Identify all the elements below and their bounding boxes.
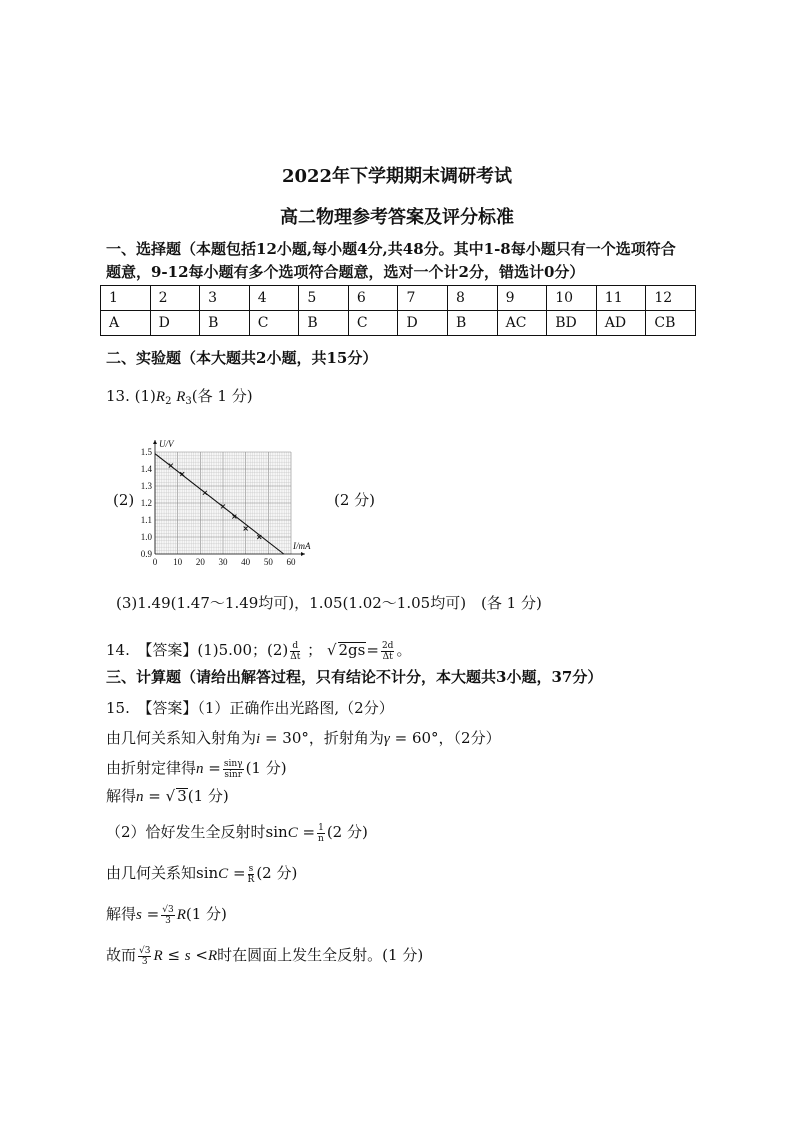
table-cell-answer: A <box>101 311 151 336</box>
table-cell-number: 10 <box>547 286 597 311</box>
q14-end: 。 <box>396 641 412 659</box>
q13-part2-label: (2) <box>113 491 135 509</box>
q14-separator: ； <box>307 641 323 659</box>
table-row-numbers <box>101 286 696 311</box>
page-title: 2022年下学期期末调研考试 <box>281 166 513 187</box>
q15-line4: 解得n = √ 3(1 分) <box>106 787 229 805</box>
r3-symbol: R <box>176 389 186 405</box>
range-fraction: $\frac{√3}{3}$ <box>139 945 151 967</box>
u-i-chart <box>138 424 338 569</box>
q15-line7: 解得s = $\frac{√3}{3}$ R(1 分) <box>106 904 227 926</box>
chart-y-tick-label: 1.0 <box>140 532 152 542</box>
q14-fraction-1 <box>290 641 300 662</box>
section3-heading: 三、计算题（请给出解答过程，只有结论不计分，本大题共3小题，37分） <box>106 668 603 686</box>
q15-line2: 由几何关系知入射角为i = 30°，折射角为γ = 60°，（2分） <box>106 729 501 747</box>
page-subtitle: 高二物理参考答案及评分标准 <box>280 207 514 228</box>
section2-heading: 二、实验题（本大题共2小题，共15分） <box>106 349 378 367</box>
q14-frac1-num: d <box>290 641 300 652</box>
table-cell-number: 9 <box>497 286 547 311</box>
chart-y-tick-label: 0.9 <box>140 549 152 559</box>
chart-x-arrow <box>301 552 305 556</box>
q13-number: 13. <box>106 387 130 405</box>
table-row-answers <box>101 311 696 336</box>
incident-angle-symbol: i <box>256 731 261 747</box>
table-cell-number: 12 <box>646 286 696 311</box>
q13-part1 <box>106 386 253 412</box>
table-cell-answer: C <box>249 311 299 336</box>
q14-frac2-den: Δt <box>382 651 393 662</box>
table-cell-number: 1 <box>101 286 151 311</box>
q14-fraction-2 <box>381 641 395 662</box>
critical-angle-fraction: $\frac{1}{n}$ <box>318 822 324 844</box>
chart-y-arrow <box>153 440 157 444</box>
table-cell-answer: B <box>200 311 250 336</box>
r2-subscript: 2 <box>165 396 172 407</box>
table-cell-answer: BD <box>547 311 597 336</box>
q13-part1-prefix: (1) <box>134 387 156 405</box>
table-cell-answer: AD <box>596 311 646 336</box>
snell-fraction: $\frac{\sin\gamma}{\sin r}$ <box>223 758 243 780</box>
table-cell-number: 7 <box>398 286 448 311</box>
chart-y-tick-label: 1.3 <box>140 481 152 491</box>
refraction-angle-symbol: γ <box>383 731 390 747</box>
chart-y-axis-label: U/V <box>159 439 174 449</box>
q15-line5: （2）恰好发生全反射时sinC = $\frac{1}{n}$ (2 分) <box>106 822 368 844</box>
table-cell-number: 4 <box>249 286 299 311</box>
table-cell-answer: B <box>299 311 349 336</box>
chart-x-tick-label: 60 <box>286 557 296 567</box>
q13-part3: (3)1.49(1.47～1.49均可)，1.05(1.02～1.05均可) (各 1 分) <box>116 594 542 612</box>
table-cell-number: 2 <box>150 286 200 311</box>
q14-prefix: 14. 【答案】(1)5.00；(2) <box>106 641 289 659</box>
q14-line <box>106 640 411 662</box>
table-cell-number: 11 <box>596 286 646 311</box>
chart-y-tick-label: 1.1 <box>140 515 152 525</box>
chart-x-tick-label: 20 <box>195 557 205 567</box>
chart-x-tick-label: 0 <box>152 557 158 567</box>
q15-line6: 由几何关系知sinC = $\frac{s}{R}$ (2 分) <box>106 863 298 885</box>
r2-symbol: R <box>155 389 166 405</box>
geometry-fraction: $\frac{s}{R}$ <box>247 863 255 885</box>
table-cell-answer: CB <box>646 311 696 336</box>
table-cell-answer: D <box>150 311 200 336</box>
table-cell-number: 8 <box>448 286 498 311</box>
answer-table <box>100 285 696 336</box>
q15-line1: 15. 【答案】（1）正确作出光路图,（2分） <box>106 699 394 717</box>
chart-y-tick-label: 1.5 <box>140 447 152 457</box>
q15-line3: 由折射定律得n = $\frac{\sin\gamma}{\sin r}$ (1 分) <box>106 758 287 780</box>
result-fraction: $\frac{√3}{3}$ <box>162 904 174 926</box>
q14-sqrt: √ 2gs <box>326 641 366 659</box>
chart-x-tick-label: 30 <box>218 557 228 567</box>
chart-x-axis-label: I/mA <box>293 541 311 551</box>
table-cell-number: 6 <box>348 286 398 311</box>
table-cell-number: 5 <box>299 286 349 311</box>
q15-line8: 故而 $\frac{√3}{3}$ R ≤ s <R时在圆面上发生全反射。(1 分) <box>106 945 424 967</box>
chart-x-tick-label: 40 <box>241 557 251 567</box>
q14-frac2-num: 2d <box>381 640 394 651</box>
q13-part1-score: (各 1 分) <box>191 387 253 405</box>
r3-subscript: 3 <box>185 396 192 407</box>
chart-x-tick-label: 50 <box>263 557 273 567</box>
chart-y-tick-label: 1.4 <box>140 464 152 474</box>
q13-part2-score: (2 分) <box>334 491 376 509</box>
q14-frac1-den: Δt <box>290 651 301 662</box>
table-cell-answer: AC <box>497 311 547 336</box>
table-cell-answer: B <box>448 311 498 336</box>
section1-heading-line1: 一、选择题（本题包括12小题,每小题4分,共48分。其中1-8每小题只有一个选项符合 <box>106 240 676 258</box>
table-cell-answer: D <box>398 311 448 336</box>
chart-x-tick-label: 10 <box>173 557 183 567</box>
q14-equals: = <box>366 641 379 659</box>
table-cell-number: 3 <box>200 286 250 311</box>
chart-y-tick-label: 1.2 <box>140 498 152 508</box>
section1-heading-line2: 题意，9-12每小题有多个选项符合题意，选对一个计2分，错选计0分） <box>106 263 585 281</box>
table-cell-answer: C <box>348 311 398 336</box>
